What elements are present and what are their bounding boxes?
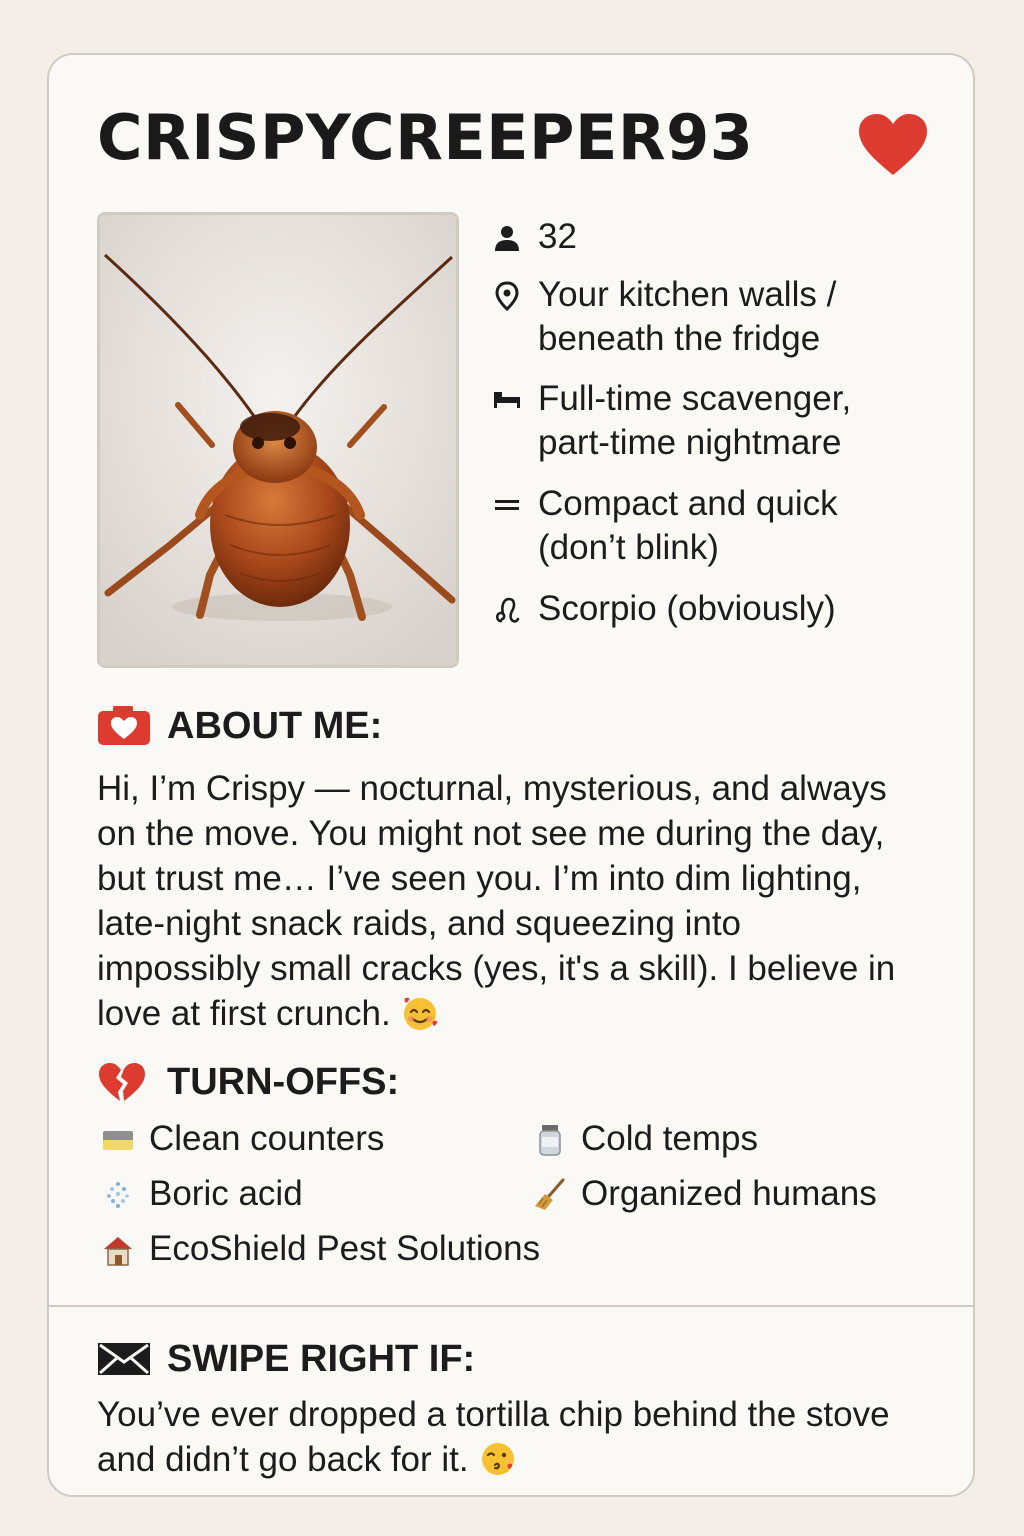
- about-line-2: on the move. You might not see me during the day,: [97, 814, 885, 853]
- about-line-1: Hi, I’m Crispy — nocturnal, mysterious, and always: [97, 769, 887, 808]
- section-divider: [49, 1305, 973, 1307]
- person-icon: [492, 223, 522, 253]
- broom-icon: [533, 1178, 567, 1212]
- profile-photo[interactable]: [97, 212, 459, 668]
- broken-heart-icon: [97, 1061, 147, 1103]
- turnoffs-heading-text: TURN-OFFS:: [167, 1061, 400, 1103]
- turnoff-label: Cold temps: [581, 1119, 759, 1158]
- powder-icon: [101, 1178, 135, 1212]
- swipe-line-2: and didn’t go back for it.: [97, 1440, 469, 1479]
- swipe-line-1: You’ve ever dropped a tortilla chip behind the stove: [97, 1395, 890, 1434]
- jar-icon: [533, 1123, 567, 1157]
- turnoff-label: Boric acid: [149, 1174, 303, 1213]
- envelope-icon: [97, 1342, 151, 1376]
- location-pin-icon: [492, 281, 522, 311]
- job-line-2: part-time nightmare: [538, 423, 842, 462]
- profile-username: CRISPYCREEPER93: [97, 101, 754, 174]
- smiling-face-with-hearts-emoji: [400, 993, 440, 1033]
- face-blowing-kiss-emoji: [478, 1439, 518, 1479]
- job-line-1: Full-time scavenger,: [538, 379, 852, 418]
- about-line-6-wrap: [97, 991, 957, 1036]
- bed-icon: [492, 385, 522, 415]
- turnoff-label: EcoShield Pest Solutions: [149, 1229, 541, 1268]
- build-line-1: Compact and quick: [538, 484, 838, 523]
- about-line-3: but trust me… I’ve seen you. I’m into dim lighting,: [97, 859, 862, 898]
- cockroach-image: [100, 215, 456, 665]
- location-line-1: Your kitchen walls /: [538, 275, 837, 314]
- about-line-4: late-night snack raids, and squeezing into: [97, 904, 742, 943]
- house-icon: [101, 1233, 135, 1267]
- location-line-2: beneath the fridge: [538, 319, 821, 358]
- turnoff-label: Clean counters: [149, 1119, 385, 1158]
- build-line-2: (don’t blink): [538, 528, 719, 567]
- leo-sign-icon: [492, 595, 522, 625]
- age-value: 32: [538, 217, 577, 256]
- turnoff-label: Organized humans: [581, 1174, 877, 1213]
- sponge-icon: [101, 1123, 135, 1157]
- sign-value: Scorpio (obviously): [538, 589, 836, 628]
- about-text: [97, 766, 957, 1036]
- heart-icon[interactable]: [857, 113, 929, 177]
- heart-camera-icon: [97, 705, 151, 747]
- swipe-line-2-wrap: [97, 1437, 967, 1482]
- swipe-text: [97, 1392, 967, 1482]
- about-line-6: love at first crunch.: [97, 994, 391, 1033]
- swipe-heading-text: SWIPE RIGHT IF:: [167, 1338, 476, 1380]
- about-heading-text: ABOUT ME:: [167, 705, 383, 747]
- equals-icon: [492, 490, 522, 520]
- about-line-5: impossibly small cracks (yes, it's a skill). I believe in: [97, 949, 896, 988]
- profile-card: [47, 53, 975, 1497]
